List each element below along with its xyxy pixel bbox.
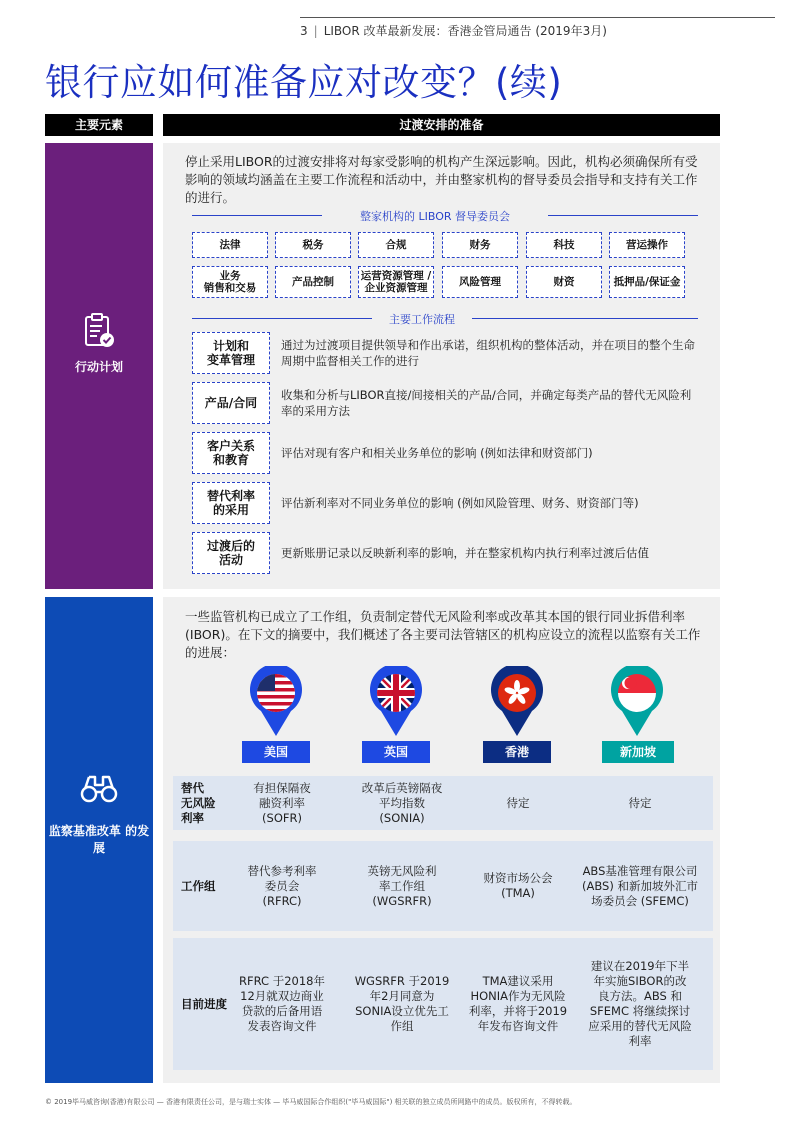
workflow-title: 主要工作流程	[389, 313, 455, 326]
committee-box: 抵押品/保证金	[609, 266, 685, 298]
column-header-key-elements: 主要元素	[45, 114, 153, 136]
committee-box: 财务	[442, 232, 518, 258]
header-rule	[300, 17, 775, 18]
workflow-rule-right	[472, 318, 698, 319]
committee-box: 财资	[526, 266, 602, 298]
side-label-monitoring: 监察基准改革 的发展	[48, 824, 150, 855]
footer-copyright: © 2019毕马威咨询(香港)有限公司 — 香港有限责任公司，是与瑞士实体 — 毕马威国际合作组织("毕马威国际") 相关联的独立成员所网路中的成员。版权所有，不得转载。	[45, 1098, 577, 1106]
workflow-description: 收集和分析与LIBOR直接/间接相关的产品/合同，并确定每类产品的替代无风险利率的采用方法	[281, 388, 692, 418]
committee-box: 风险管理	[442, 266, 518, 298]
committee-title: 整家机构的 LIBOR 督导委员会	[359, 210, 511, 223]
table-cell: 待定	[506, 795, 530, 810]
committee-box: 产品控制	[275, 266, 351, 298]
workflow-box: 过渡后的 活动	[192, 532, 270, 574]
committee-box: 法律	[192, 232, 268, 258]
workflow-description: 评估对现有客户和相关业务单位的影响 (例如法律和财资部门)	[281, 446, 593, 460]
table-cell: 建议在2019年下半 年实施SIBOR的改 良方法。ABS 和 SFEMC 将继续探讨 应采用的替代无风险 利率	[588, 959, 692, 1048]
row-label: 工作组	[181, 878, 216, 893]
table-cell: 改革后英镑隔夜 平均指数 (SONIA)	[361, 780, 443, 825]
binoculars-icon	[79, 775, 119, 803]
country-label: 英国	[362, 741, 430, 763]
workflow-box: 产品/合同	[192, 382, 270, 424]
table-cell: 英镑无风险利 率工作组 (WGSRFR)	[367, 863, 437, 908]
workflow-box: 客户关系 和教育	[192, 432, 270, 474]
table-cell: 财资市场公会 (TMA)	[483, 871, 553, 900]
row-label: 替代 无风险 利率	[181, 780, 216, 825]
committee-box: 税务	[275, 232, 351, 258]
page-title: 银行应如何准备应对改变？(续)	[45, 61, 563, 104]
side-bar-action-plan	[45, 143, 153, 589]
workflow-box: 替代利率 的采用	[192, 482, 270, 524]
action-intro-text: 停止采用LIBOR的过渡安排将对每家受影响的机构产生深远影响。因此，机构必须确保所有受影响的领域均涵盖在主要工作流程和活动中，并由整家机构的督导委员会指导和支持有关工作的进行。	[185, 154, 698, 205]
workflow-description: 更新账册记录以反映新利率的影响，并在整家机构内执行利率过渡后估值	[281, 546, 649, 560]
workflow-description: 通过为过渡项目提供领导和作出承诺，组织机构的整体活动，并在项目的整个生命周期中监督相关工作的进行	[281, 338, 695, 368]
committee-box: 业务 销售和交易	[192, 266, 268, 298]
country-label: 新加坡	[602, 741, 674, 763]
committee-box: 合规	[358, 232, 434, 258]
us-flag-pin-icon	[247, 666, 305, 738]
committee-rule-left	[192, 215, 322, 216]
workflow-description: 评估新利率对不同业务单位的影响 (例如风险管理、财务、财资部门等)	[281, 496, 639, 510]
table-cell: WGSRFR 于2019 年2月同意为 SONIA设立优先工 作组	[354, 974, 450, 1033]
table-cell: ABS基准管理有限公司 (ABS) 和新加坡外汇市 场委员会 (SFEMC)	[582, 863, 698, 908]
table-cell: 有担保隔夜 融资利率 (SOFR)	[253, 780, 311, 825]
country-label: 香港	[483, 741, 551, 763]
running-title: LIBOR 改革最新发展：香港金管局通告 (2019年3月)	[323, 24, 607, 38]
committee-rule-right	[548, 215, 698, 216]
committee-box: 营运操作	[609, 232, 685, 258]
hk-flag-pin-icon	[488, 666, 546, 738]
table-cell: TMA建议采用 HONIA作为无风险 利率，并将于2019 年发布咨询文件	[468, 974, 568, 1033]
table-cell: RFRC 于2018年 12月就双边商业 贷款的后备用语 发表咨询文件	[239, 974, 325, 1033]
side-bar-monitoring	[45, 597, 153, 1083]
running-header	[300, 22, 607, 39]
row-label: 目前进度	[181, 996, 227, 1011]
side-label-action-plan: 行动计划	[74, 360, 123, 374]
table-cell: 待定	[628, 795, 652, 810]
page-number: 3	[300, 24, 308, 38]
column-header-transition-prep: 过渡安排的准备	[163, 114, 720, 136]
sg-flag-pin-icon	[608, 666, 666, 738]
header-separator: |	[313, 24, 318, 38]
uk-flag-pin-icon	[367, 666, 425, 738]
country-label: 美国	[242, 741, 310, 763]
table-cell: 替代参考利率 委员会 (RFRC)	[247, 863, 317, 908]
clipboard-check-icon	[83, 313, 115, 349]
committee-box: 运营资源管理 / 企业资源管理	[358, 266, 434, 298]
workflow-box: 计划和 变革管理	[192, 332, 270, 374]
committee-box: 科技	[526, 232, 602, 258]
monitor-intro-text: 一些监管机构已成立了工作组，负责制定替代无风险利率或改革其本国的银行同业拆借利率(IBOR)。在下文的摘要中，我们概述了各主要司法管辖区的机构应设立的流程以监察有关工作的进展：	[185, 609, 701, 660]
workflow-rule-left	[192, 318, 372, 319]
